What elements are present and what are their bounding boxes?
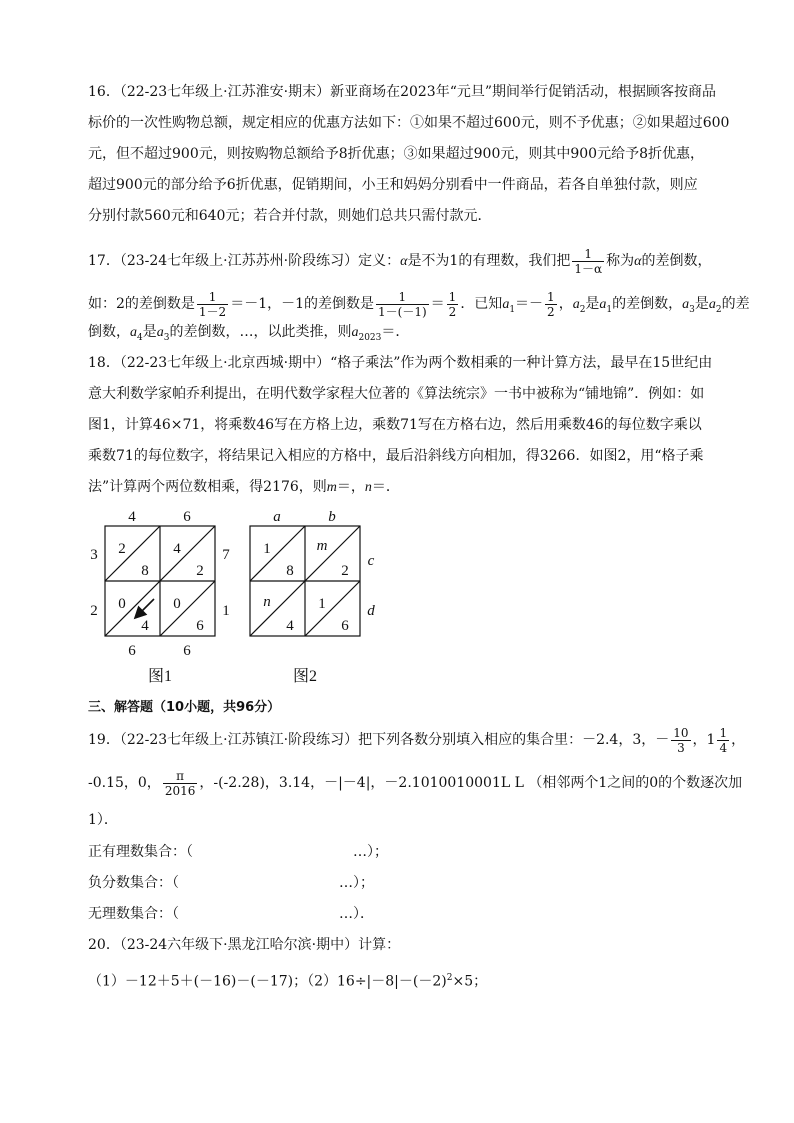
fraction: $\frac{1}{1-\alpha}$: [574, 246, 603, 276]
fig1-cell-digit: 4: [141, 618, 149, 634]
fig2-cell-digit: 2: [341, 563, 349, 579]
q17-line-2: 如：2的差倒数是 $\frac{1}{1-2}$ ＝－1，－1的差倒数是 $\frac{1}{1-(-1)}$ ＝ $\frac{1}{2}$ ．已知$a_1=-$ $\frac{1}{2}$ ，$a_2$是$a_1$的差倒数，$a_3$是$a_2$的差: [88, 289, 750, 319]
fig2-cell-digit: 6: [341, 618, 349, 634]
q19-line-3: 1）．: [88, 812, 118, 828]
lattice-figures: [80, 505, 400, 690]
q18-line-1: 18．（22-23七年级上·北京西城·期中）“格子乘法”作为两个数相乘的一种计算方法，最早在15世纪由: [88, 355, 713, 371]
q19-line-2: -0.15，0， $\frac{\pi}{2016}$ ，-(-2.28)，3.14，－|－4|，－2.1010010001L L （相邻两个1之间的0的个数逐次加: [88, 768, 743, 798]
fig1-bottom-digit: 6: [183, 643, 191, 659]
q19-set-positive-rational: 正有理数集合：（ …）；: [88, 844, 388, 860]
fig2-top-var: b: [328, 509, 336, 525]
fig1-cell-digit: 0: [118, 596, 126, 612]
q19-set-negative-fraction: 负分数集合：（ …）；: [88, 875, 374, 891]
fig2-right-var: d: [367, 603, 375, 619]
fig1-cell-digit: 4: [173, 541, 181, 557]
fig1-cell-digit: 6: [196, 618, 204, 634]
fig1-left-digit: 3: [90, 547, 98, 563]
fig1-diagonal: [105, 526, 160, 581]
fig2-cell-var: m: [316, 538, 328, 554]
fig2-cell-digit: 4: [286, 618, 294, 634]
section-heading: 三、解答题（10小题，共96分）: [88, 700, 281, 715]
q18-line-2: 意大利数学家帕乔利提出，在明代数学家程大位著的《算法统宗》一书中被称为“铺地锦”．例如：如: [88, 386, 705, 402]
q16-line-1: 16．（22-23七年级上·江苏淮安·期末）新亚商场在2023年“元旦”期间举行促销活动，根据顾客按商品: [88, 84, 717, 100]
fig1-right-digit: 1: [222, 603, 230, 619]
q20-line-1: 20．（23-24六年级下·黑龙江哈尔滨·期中）计算：: [88, 937, 401, 953]
q16-line-5: 分别付款560元和640元；若合并付款，则她们总共只需付款元．: [88, 208, 492, 224]
fig2-caption: 图2: [292, 668, 318, 685]
q17-line-1: 17．（23-24七年级上·江苏苏州·阶段练习）定义：α是不为1的有理数，我们把 $\frac{1}{1-\alpha}$ 称为α的差倒数，: [88, 246, 712, 276]
q17-line-3: 倒数，$a_4$是$a_3$的差倒数，…，以此类推，则$a_{2023}=$．: [88, 324, 410, 343]
q16-line-2: 标价的一次性购物总额，规定相应的优惠方法如下：①如果不超过600元，则不予优惠；②如果超过600: [88, 115, 730, 131]
fig1-top-digit: 4: [128, 509, 136, 525]
fig1-diagonal: [160, 581, 215, 636]
fig2-cell-digit: 8: [286, 563, 294, 579]
fig2-cell-var: n: [263, 594, 271, 610]
q18-line-5: 法”计算两个两位数相乘，得2176，则m＝，n＝．: [88, 479, 400, 495]
q18-line-4: 乘数71的每位数字，将结果记入相应的方格中，最后沿斜线方向相加，得3266．如图2，用“格子乘: [88, 448, 704, 464]
fig2-diagonal: [305, 581, 360, 636]
fig1-caption: 图1: [147, 668, 173, 685]
q18-line-3: 图1，计算46×71，将乘数46写在方格上边，乘数71写在方格右边，然后用乘数46的每位数字乘以: [88, 417, 702, 433]
fig1-cell-digit: 8: [141, 563, 149, 579]
q19-line-1: 19．（22-23七年级上·江苏镇江·阶段练习）把下列各数分别填入相应的集合里：－2.4，3，－ $\frac{10}{3}$ ，1 $\frac{1}{4}$ ，: [88, 725, 746, 755]
fig1-right-digit: 7: [222, 547, 230, 563]
fig2-diagonal: [250, 526, 305, 581]
q19-set-irrational: 无理数集合：（ …）．: [88, 906, 374, 922]
q16-line-4: 超过900元的部分给予6折优惠，促销期间，小王和妈妈分别看中一件商品，若各自单独付款，则应: [88, 177, 698, 193]
q20-line-2: （1）－12＋5＋(－16)－(－17)；$(2)16\div|-8|-(-2)^2\times 5$；: [88, 973, 488, 990]
fig2-cell-digit: 1: [318, 596, 326, 612]
fig1-top-digit: 6: [183, 509, 191, 525]
fig1-bottom-digit: 6: [128, 643, 136, 659]
fig2-top-var: a: [273, 509, 281, 525]
fig1-cell-digit: 2: [196, 563, 204, 579]
fig2-right-var: c: [367, 553, 375, 569]
fig1-cell-digit: 2: [118, 541, 126, 557]
q16-line-3: 元，但不超过900元，则按购物总额给予8折优惠；③如果超过900元，则其中900元给予8折优惠，: [88, 146, 704, 162]
fig2-cell-digit: 1: [263, 541, 271, 557]
fig1-left-digit: 2: [90, 603, 98, 619]
fig1-cell-digit: 0: [173, 596, 181, 612]
